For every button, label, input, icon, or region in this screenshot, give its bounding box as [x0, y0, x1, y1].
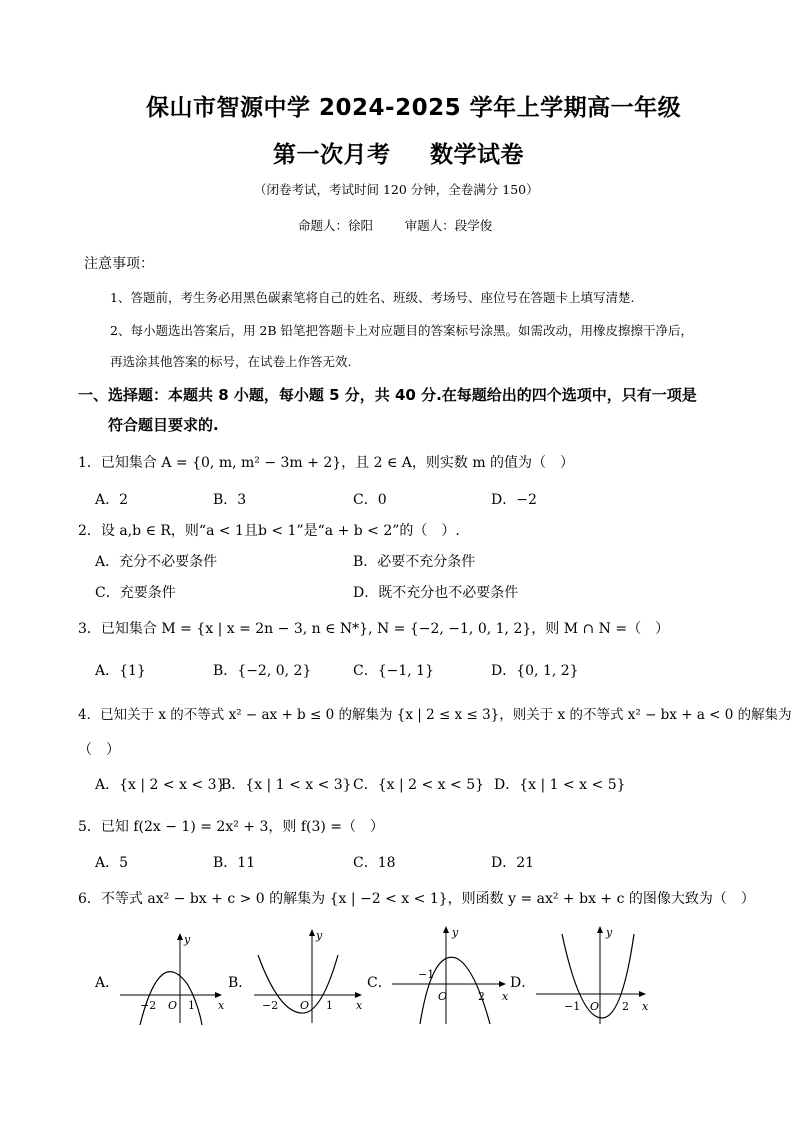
graph-d-right-root: 2: [622, 1000, 629, 1013]
graph-c-right-root: 2: [478, 990, 485, 1003]
question-5-option-a: A．5: [95, 855, 129, 871]
question-3-option-d: D．{0, 1, 2}: [491, 663, 579, 679]
graph-d-left-root: −1: [564, 1000, 581, 1013]
question-6-option-a: A．: [95, 975, 120, 991]
graph-b-y-label: y: [316, 929, 323, 942]
question-6-option-d: D．: [510, 975, 536, 991]
question-2-stem: 2．设 a,b ∈ R，则“a < 1且b < 1”是“a + b < 2”的（ ）.: [78, 523, 460, 539]
graph-d-y-label: y: [606, 926, 613, 939]
question-6-stem: 6．不等式 ax² − bx + c > 0 的解集为 {x | −2 < x < 1}，则函数 y = ax² + bx + c 的图像大致为（ ）: [78, 891, 755, 907]
graph-a-right-root: 1: [188, 999, 195, 1012]
note-item-1: 1、答题前，考生务必用黑色碳素笔将自己的姓名、班级、考场号、座位号在答题卡上填写清楚.: [110, 290, 635, 305]
graph-b-x-label: x: [356, 999, 363, 1012]
question-4-option-d: D．{x | 1 < x < 5}: [494, 777, 626, 793]
question-1-option-b: B．3: [213, 492, 247, 508]
graph-a: [118, 925, 230, 1025]
graph-b-right-root: 1: [326, 999, 333, 1012]
section-heading-line1: 一、选择题：本题共 8 小题，每小题 5 分，共 40 分.在每题给出的四个选项中，只有一项是: [78, 386, 697, 404]
question-3-option-c: C．{−1, 1}: [353, 663, 434, 679]
notes-heading: 注意事项：: [84, 256, 154, 272]
question-3-stem: 3．已知集合 M = {x | x = 2n − 3, n ∈ N*}, N = {−2, −1, 0, 1, 2}，则 M ∩ N =（ ）: [78, 621, 670, 637]
graph-d-x-label: x: [642, 1000, 649, 1013]
graph-c-x-label: x: [502, 990, 509, 1003]
graph-c-y-label: y: [452, 926, 459, 939]
question-4-option-a: A．{x | 2 < x < 3}: [95, 777, 226, 793]
question-1-option-d: D．−2: [491, 492, 537, 508]
graph-a-left-root: −2: [140, 999, 157, 1012]
authors: 命题人：徐阳 审题人：段学俊: [298, 218, 493, 233]
graph-d-origin: O: [590, 1000, 600, 1013]
question-4-stem-cont: （ ）: [78, 742, 120, 758]
question-5-option-b: B．11: [213, 855, 256, 871]
question-5-option-d: D．21: [491, 855, 535, 871]
question-3-option-b: B．{−2, 0, 2}: [213, 663, 312, 679]
question-1-option-c: C．0: [353, 492, 387, 508]
graph-b-left-root: −2: [262, 999, 279, 1012]
graph-a-x-label: x: [218, 999, 225, 1012]
graph-a-origin: O: [168, 999, 178, 1012]
question-6-option-b: B．: [228, 975, 253, 991]
exam-title-line1: 保山市智源中学 2024-2025 学年上学期高一年级: [146, 95, 682, 121]
graph-d: [534, 922, 656, 1027]
graph-a-y-label: y: [184, 933, 191, 946]
question-2-option-a: A．充分不必要条件: [95, 554, 218, 570]
question-5-stem: 5．已知 f(2x − 1) = 2x² + 3，则 f(3) =（ ）: [78, 819, 385, 835]
question-4-stem: 4．已知关于 x 的不等式 x² − ax + b ≤ 0 的解集为 {x | 2 ≤ x ≤ 3}，则关于 x 的不等式 x² − bx + a < 0 的解集为: [78, 707, 792, 723]
graph-b: [252, 925, 370, 1025]
exam-title-line2-right: 数学试卷: [430, 142, 524, 168]
graph-c-origin: O: [438, 990, 448, 1003]
graph-c: [390, 922, 512, 1027]
question-6-option-c: C．: [367, 975, 392, 991]
question-1-stem: 1．已知集合 A = {0, m, m² − 3m + 2}，且 2 ∈ A，则实数 m 的值为（ ）: [78, 455, 575, 471]
question-2-option-b: B．必要不充分条件: [353, 554, 476, 570]
question-2-option-c: C．充要条件: [95, 585, 176, 601]
question-1-option-a: A．2: [95, 492, 129, 508]
note-item-2-line2: 再选涂其他答案的标号，在试卷上作答无效.: [110, 354, 352, 369]
question-4-option-b: B．{x | 1 < x < 3}: [221, 777, 352, 793]
question-3-option-a: A．{1}: [95, 663, 146, 679]
note-item-2-line1: 2、每小题选出答案后，用 2B 铅笔把答题卡上对应题目的答案标号涂黑。如需改动，用橡皮擦擦干净后，: [110, 323, 694, 338]
question-2-option-d: D．既不充分也不必要条件: [353, 585, 519, 601]
question-4-option-c: C．{x | 2 < x < 5}: [353, 777, 485, 793]
section-heading-line2: 符合题目要求的.: [108, 416, 219, 434]
graph-b-origin: O: [300, 999, 310, 1012]
exam-info: （闭卷考试，考试时间 120 分钟，全卷满分 150）: [254, 182, 539, 197]
question-5-option-c: C．18: [353, 855, 396, 871]
exam-title-line2-left: 第一次月考: [273, 142, 391, 168]
graph-c-left-root: −1: [418, 968, 435, 981]
